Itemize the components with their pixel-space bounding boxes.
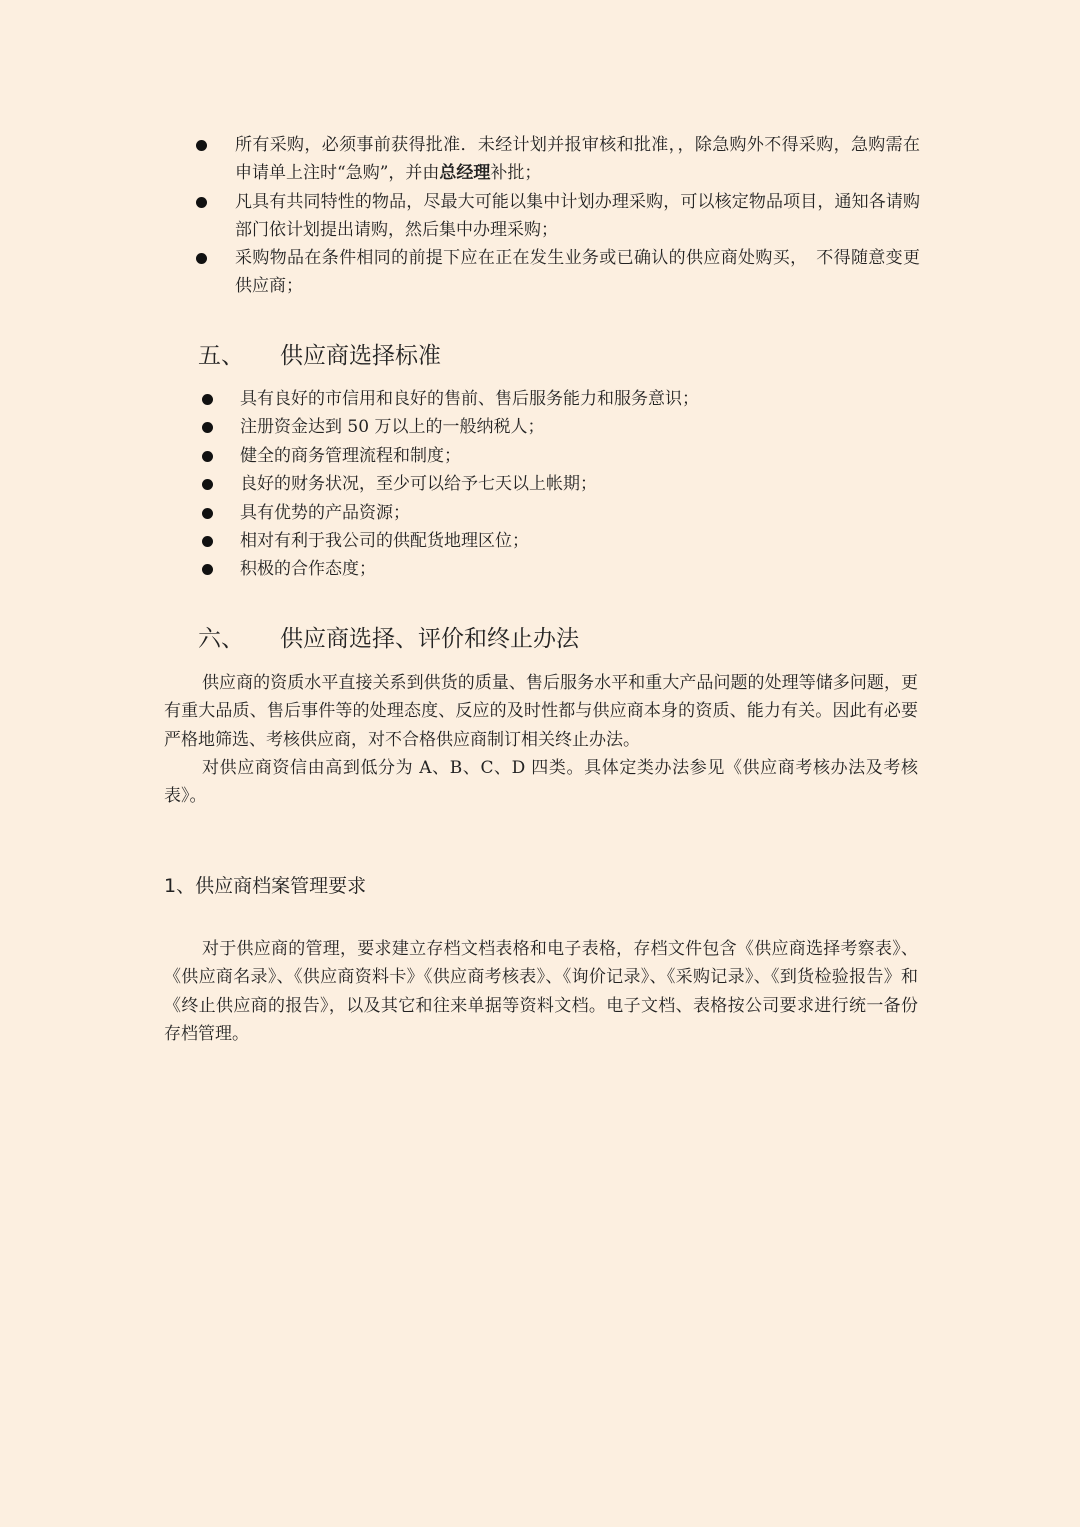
bullet-icon — [202, 422, 213, 433]
list-item — [202, 442, 902, 470]
section-heading-5 — [198, 340, 441, 372]
supplier-criteria-list — [202, 385, 902, 584]
section-number: 六、 — [198, 626, 244, 652]
list-item-text: 凡具有共同特性的物品，尽最大可能以集中计划办理采购，可以核定物品项目，通知各请购部门依计划提出请购，然后集中办理采购； — [235, 191, 920, 240]
body-paragraph: 供应商的资质水平直接关系到供货的质量、售后服务水平和重大产品问题的处理等储多问题，更有重大品质、售后事件等的处理态度、反应的及时性都与供应商本身的资质、能力有关。因此有必要严格地筛选、考核供应商，对不合格供应商制订相关终止办法。 — [164, 673, 918, 750]
list-item — [202, 499, 902, 527]
section-number: 五、 — [198, 343, 244, 369]
list-item-text: 良好的财务状况，至少可以给予七天以上帐期； — [240, 474, 597, 495]
list-item-text: 注册资金达到 50 万以上的一般纳税人； — [240, 417, 545, 438]
list-item-text: 相对有利于我公司的供配货地理区位； — [240, 531, 529, 552]
bullet-icon — [202, 451, 213, 462]
list-item-text: 所有采购，必须事前获得批准．未经计划并报审核和批准，，除急购外不得采购，急购需在申请单上注时“急购”，并由 — [235, 135, 920, 184]
list-item-text: 具有良好的市信用和良好的售前、售后服务能力和服务意识； — [240, 389, 699, 409]
bullet-icon — [196, 197, 207, 208]
list-item-text: 健全的商务管理流程和制度； — [240, 445, 461, 466]
body-paragraph: 对于供应商的管理，要求建立存档文档表格和电子表格，存档文件包含《供应商选择考察表》、《供应商名录》、《供应商资料卡》《供应商考核表》、《询价记录》、《采购记录》、《到货检验报告》和《终止供应商的报告》，以及其它和往来单据等资料文档。电子文档、表格按公司要求进行统一备份存档管理。 — [164, 939, 918, 1045]
bullet-icon — [202, 394, 213, 405]
section-title: 供应商选择标准 — [280, 343, 441, 369]
section-title: 供应商选择、评价和终止办法 — [280, 626, 579, 652]
body-paragraph: 对供应商资信由高到低分为 A、B、C、D 四类。具体定类办法参见《供应商考核办法及考核表》。 — [164, 758, 918, 807]
subsection-heading: 1、供应商档案管理要求 — [164, 875, 367, 897]
bullet-icon — [202, 508, 213, 519]
bullet-icon — [196, 140, 207, 151]
list-item — [196, 131, 920, 188]
list-item — [196, 188, 920, 245]
list-item-text-end: 补批； — [490, 163, 542, 184]
list-item-text: 具有优势的产品资源； — [240, 502, 410, 523]
procurement-rules-list — [196, 131, 920, 301]
list-item — [202, 385, 902, 413]
list-item — [202, 527, 902, 555]
bullet-icon — [202, 479, 213, 490]
bullet-icon — [202, 536, 213, 547]
list-item — [202, 413, 902, 441]
list-item-emphasis: 总经理 — [439, 163, 491, 184]
list-item — [202, 470, 902, 498]
list-item-text: 采购物品在条件相同的前提下应在正在发生业务或已确认的供应商处购买， 不得随意变更供应商； — [235, 248, 920, 297]
bullet-icon — [202, 564, 213, 575]
list-item — [202, 555, 902, 583]
section-heading-6 — [198, 623, 579, 655]
list-item — [196, 244, 920, 301]
bullet-icon — [196, 253, 207, 264]
list-item-text: 积极的合作态度； — [240, 559, 376, 580]
